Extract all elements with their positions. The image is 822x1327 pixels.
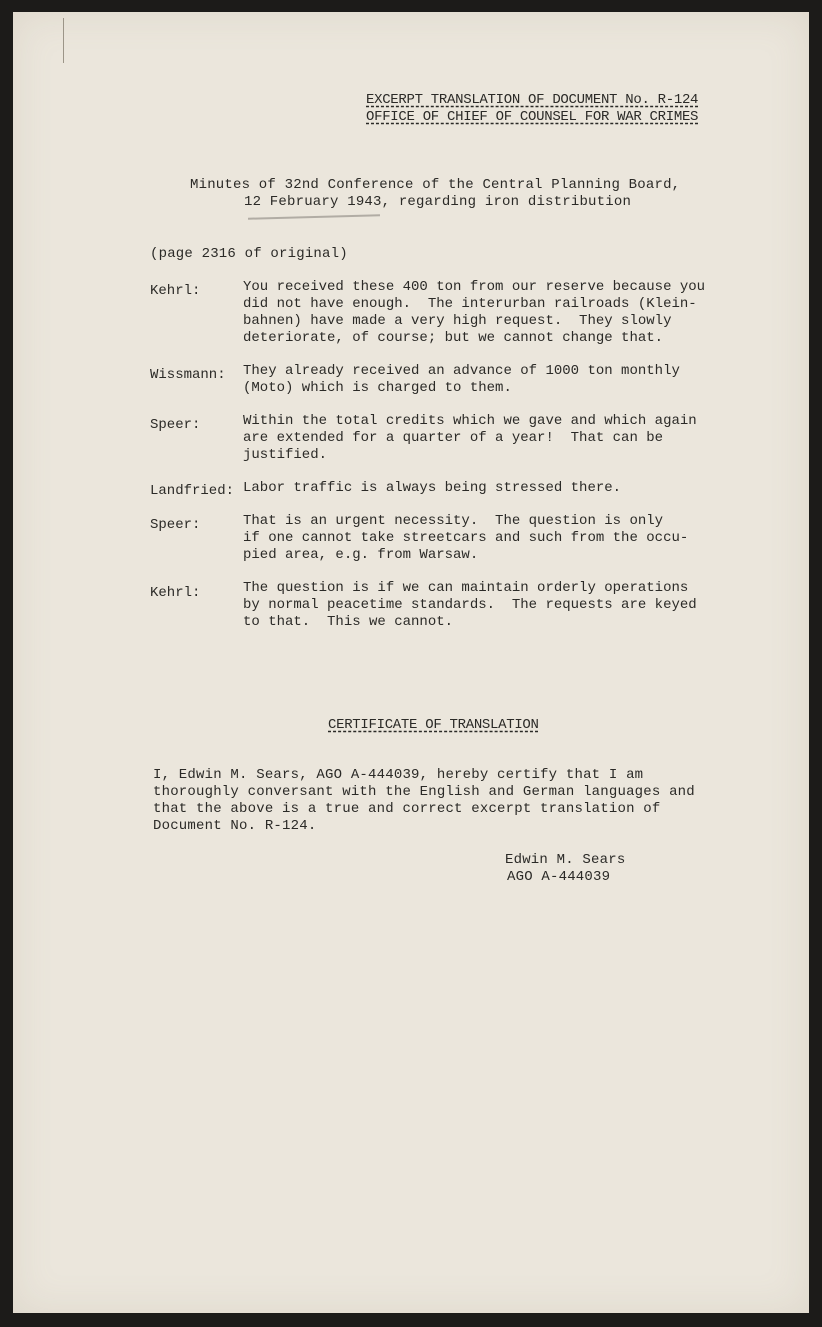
speaker-label: Kehrl: xyxy=(150,585,201,601)
speaker-label: Wissmann: xyxy=(150,367,226,383)
speaker-label: Speer: xyxy=(150,417,201,433)
speech-text: They already received an advance of 1000 ton monthly (Moto) which is charged to them. xyxy=(243,363,680,396)
speech-text: The question is if we can maintain orderly operations by normal peacetime standards. The requests are keyed to that. This we cannot. xyxy=(243,580,697,630)
paper-crease xyxy=(63,18,64,63)
speaker-label: Speer: xyxy=(150,517,201,533)
speech-text: You received these 400 ton from our reserve because you did not have enough. The interurban railroads (Klein- bahnen) have made a very high request. They slowly deteriorate, of course; but we cannot change that. xyxy=(243,279,706,346)
signature-id: AGO A-444039 xyxy=(507,869,611,885)
speech-text: Labor traffic is always being stressed there. xyxy=(243,480,622,496)
header-line-2: OFFICE OF CHIEF OF COUNSEL FOR WAR CRIMES xyxy=(366,109,699,125)
speech-text: That is an urgent necessity. The question is only if one cannot take streetcars and such from the occu- pied area, e.g. from Warsaw. xyxy=(243,513,689,563)
speaker-label: Landfried: xyxy=(150,483,235,499)
signature-name: Edwin M. Sears xyxy=(505,852,626,868)
certificate-text: I, Edwin M. Sears, AGO A-444039, hereby certify that I am thoroughly conversant with the English and German languages and that the above is a true and correct excerpt translation of Document No. R-124. xyxy=(153,767,695,834)
speaker-label: Kehrl: xyxy=(150,283,201,299)
title-line-2: 12 February 1943, regarding iron distribution xyxy=(244,194,632,210)
title-line-1: Minutes of 32nd Conference of the Central Planning Board, xyxy=(190,177,681,193)
page-reference: (page 2316 of original) xyxy=(150,246,348,262)
speech-text: Within the total credits which we gave and which again are extended for a quarter of a year! That can be justified. xyxy=(243,413,697,463)
certificate-heading: CERTIFICATE OF TRANSLATION xyxy=(328,717,539,733)
header-line-1: EXCERPT TRANSLATION OF DOCUMENT No. R-124 xyxy=(366,92,699,108)
